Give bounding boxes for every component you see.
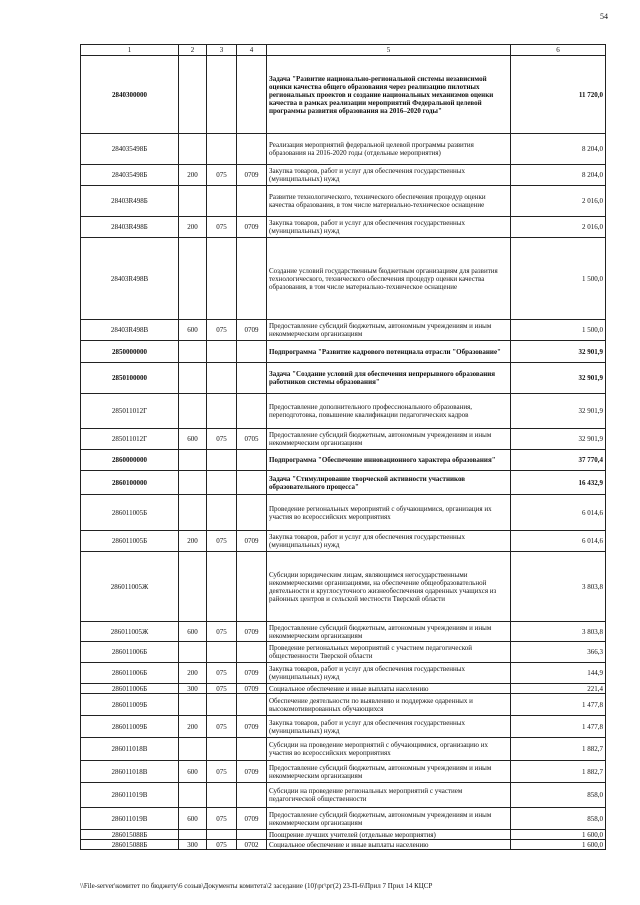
cell-vr: 300 (179, 840, 207, 850)
cell-code: 286011018В (81, 761, 179, 783)
cell-name: Предоставление субсидий бюджетным, автономным учреждениям и иным некоммерческим организациям (267, 761, 511, 783)
cell-rz: 075 (207, 622, 237, 642)
cell-amount: 3 803,8 (511, 622, 606, 642)
cell-name: Социальное обеспечение и иные выплаты населению (267, 840, 511, 850)
cell-code: 285011012Г (81, 429, 179, 450)
cell-name: Проведение региональных мероприятий с обучающимися, организация их участия во всероссийских мероприятиях (267, 495, 511, 531)
cell-vr (179, 738, 207, 761)
cell-amount: 858,0 (511, 783, 606, 808)
cell-pr (237, 394, 267, 429)
cell-pr: 0709 (237, 217, 267, 238)
cell-rz (207, 56, 237, 134)
cell-amount: 1 882,7 (511, 738, 606, 761)
table-row (81, 238, 606, 320)
cell-code: 28403R498Б (81, 186, 179, 217)
cell-pr (237, 238, 267, 320)
cell-pr: 0709 (237, 663, 267, 684)
cell-pr (237, 450, 267, 471)
header-cell: 5 (267, 45, 511, 56)
cell-vr: 600 (179, 622, 207, 642)
cell-amount: 1 882,7 (511, 761, 606, 783)
cell-amount: 32 901,9 (511, 394, 606, 429)
cell-rz: 075 (207, 429, 237, 450)
page-number: 54 (600, 12, 608, 21)
cell-rz (207, 783, 237, 808)
table-header-row (81, 45, 606, 56)
cell-code: 2850000000 (81, 341, 179, 363)
cell-amount: 32 901,9 (511, 341, 606, 363)
cell-vr: 200 (179, 531, 207, 552)
cell-amount: 1 477,8 (511, 716, 606, 738)
cell-rz (207, 134, 237, 165)
cell-vr (179, 134, 207, 165)
cell-amount: 858,0 (511, 808, 606, 830)
cell-pr (237, 783, 267, 808)
table-row (81, 186, 606, 217)
table-row (81, 622, 606, 642)
cell-code: 28403R498Б (81, 217, 179, 238)
table-row (81, 531, 606, 552)
table-row (81, 363, 606, 394)
cell-pr: 0709 (237, 716, 267, 738)
cell-rz (207, 642, 237, 663)
cell-amount: 1 600,0 (511, 830, 606, 840)
cell-name: Поощрение лучших учителей (отдельные мероприятия) (267, 830, 511, 840)
cell-pr (237, 134, 267, 165)
cell-code: 286011005Ж (81, 552, 179, 622)
table-row (81, 783, 606, 808)
cell-code: 285011012Г (81, 394, 179, 429)
cell-code: 286011009Б (81, 694, 179, 716)
cell-pr (237, 363, 267, 394)
table-row (81, 450, 606, 471)
cell-amount: 1 600,0 (511, 840, 606, 850)
cell-name: Задача "Стимулирование творческой активности участников образовательного процесса" (267, 471, 511, 495)
table-row (81, 761, 606, 783)
header-cell: 2 (179, 45, 207, 56)
cell-name: Проведение региональных мероприятий с участием педагогической общественности Тверской области (267, 642, 511, 663)
cell-amount: 1 500,0 (511, 320, 606, 341)
cell-code: 2860000000 (81, 450, 179, 471)
table-row (81, 830, 606, 840)
cell-name: Социальное обеспечение и иные выплаты населению (267, 684, 511, 694)
header-cell: 4 (237, 45, 267, 56)
cell-rz (207, 552, 237, 622)
table-row (81, 320, 606, 341)
cell-vr (179, 341, 207, 363)
cell-vr: 600 (179, 808, 207, 830)
cell-name: Предоставление субсидий бюджетным, автономным учреждениям и иным некоммерческим организациям (267, 320, 511, 341)
cell-pr: 0709 (237, 320, 267, 341)
cell-name: Предоставление субсидий бюджетным, автономным учреждениям и иным некоммерческим организациям (267, 622, 511, 642)
cell-code: 28403R498В (81, 320, 179, 341)
header-cell: 6 (511, 45, 606, 56)
table-row (81, 165, 606, 186)
cell-rz (207, 363, 237, 394)
cell-name: Предоставление субсидий бюджетным, автономным учреждениям и иным некоммерческим организациям (267, 429, 511, 450)
table-row (81, 642, 606, 663)
cell-code: 286011006Б (81, 684, 179, 694)
table-row (81, 471, 606, 495)
cell-vr (179, 495, 207, 531)
table-row (81, 808, 606, 830)
cell-pr: 0702 (237, 840, 267, 850)
cell-vr: 200 (179, 217, 207, 238)
cell-code: 286011019В (81, 808, 179, 830)
table-row (81, 716, 606, 738)
cell-vr (179, 642, 207, 663)
cell-rz (207, 694, 237, 716)
table-row (81, 341, 606, 363)
cell-pr: 0709 (237, 622, 267, 642)
cell-rz (207, 471, 237, 495)
cell-vr: 200 (179, 165, 207, 186)
table-row (81, 840, 606, 850)
cell-pr (237, 56, 267, 134)
cell-vr: 300 (179, 684, 207, 694)
cell-vr (179, 471, 207, 495)
cell-name: Реализация мероприятий федеральной целевой программы развития образования на 2016-2020 годы (отдельные мероприятия) (267, 134, 511, 165)
cell-vr: 600 (179, 320, 207, 341)
cell-name: Закупка товаров, работ и услуг для обеспечения государственных (муниципальных) нужд (267, 663, 511, 684)
table-row (81, 738, 606, 761)
cell-vr (179, 238, 207, 320)
cell-name: Развитие технологического, технического обеспечения процедур оценки качества образования, в том числе материально-техническое оснащение (267, 186, 511, 217)
cell-pr: 0709 (237, 165, 267, 186)
cell-code: 286015088Б (81, 830, 179, 840)
cell-pr (237, 738, 267, 761)
cell-code: 28403R498В (81, 238, 179, 320)
cell-name: Задача "Развитие национально-региональной системы независимой оценки качества общего образования через реализацию пилотных региональных проектов и создание национальных механизмов оценки качества в рамках реализации мероприятий Федеральной целевой программы развития образования на 2016–2020 годы" (267, 56, 511, 134)
cell-rz: 075 (207, 165, 237, 186)
cell-rz (207, 238, 237, 320)
cell-name: Подпрограмма "Обеспечение инновационного характера образования" (267, 450, 511, 471)
cell-name: Закупка товаров, работ и услуг для обеспечения государственных (муниципальных) нужд (267, 165, 511, 186)
cell-code: 286011005Б (81, 495, 179, 531)
cell-name: Создание условий государственным бюджетным организациям для развития технологического, технического обеспечения процедур оценки качества образования, в том числе материально-техническое оснащение (267, 238, 511, 320)
cell-vr: 200 (179, 716, 207, 738)
cell-amount: 3 803,8 (511, 552, 606, 622)
cell-vr (179, 830, 207, 840)
table-row (81, 217, 606, 238)
cell-pr (237, 830, 267, 840)
cell-vr: 200 (179, 663, 207, 684)
cell-code: 286011005Б (81, 531, 179, 552)
cell-vr (179, 56, 207, 134)
cell-rz: 075 (207, 840, 237, 850)
cell-vr (179, 694, 207, 716)
cell-pr: 0709 (237, 684, 267, 694)
cell-name: Субсидии юридическим лицам, являющимся негосударственными некоммерческими организациями, на обеспечение общеобразовательной деятельности и круглосуточного жизнеобеспечения одаренных учащихся из районных центров и сельской местности Тверской области (267, 552, 511, 622)
header-cell: 1 (81, 45, 179, 56)
footer-path: \\File-server\комитет по бюджету\6 созыв\Документы комитета\2 заседание (10)\рг\рг(2) 23-П-6\Прил 7 Прил 14 КЦСР (80, 882, 433, 890)
cell-rz: 075 (207, 663, 237, 684)
table-row (81, 552, 606, 622)
cell-amount: 2 016,0 (511, 186, 606, 217)
budget-table (80, 44, 606, 850)
cell-name: Предоставление субсидий бюджетным, автономным учреждениям и иным некоммерческим организациям (267, 808, 511, 830)
cell-code: 286011005Ж (81, 622, 179, 642)
cell-vr (179, 363, 207, 394)
cell-pr (237, 694, 267, 716)
table-row (81, 663, 606, 684)
cell-pr: 0709 (237, 761, 267, 783)
cell-vr (179, 552, 207, 622)
table-row (81, 694, 606, 716)
cell-pr (237, 495, 267, 531)
cell-amount: 6 014,6 (511, 495, 606, 531)
cell-vr: 600 (179, 429, 207, 450)
cell-code: 284035498Б (81, 134, 179, 165)
cell-name: Предоставление дополнительного профессионального образования, переподготовка, повышение квалификации педагогических кадров (267, 394, 511, 429)
cell-pr (237, 642, 267, 663)
cell-amount: 8 204,0 (511, 134, 606, 165)
cell-amount: 8 204,0 (511, 165, 606, 186)
cell-amount: 32 901,9 (511, 429, 606, 450)
cell-pr (237, 186, 267, 217)
cell-pr: 0705 (237, 429, 267, 450)
cell-amount: 366,3 (511, 642, 606, 663)
cell-amount: 1 477,8 (511, 694, 606, 716)
cell-amount: 32 901,9 (511, 363, 606, 394)
cell-code: 2850100000 (81, 363, 179, 394)
cell-vr (179, 186, 207, 217)
cell-amount: 2 016,0 (511, 217, 606, 238)
cell-pr (237, 471, 267, 495)
cell-code: 286011006Б (81, 642, 179, 663)
cell-rz (207, 394, 237, 429)
cell-name: Закупка товаров, работ и услуг для обеспечения государственных (муниципальных) нужд (267, 716, 511, 738)
cell-name: Закупка товаров, работ и услуг для обеспечения государственных (муниципальных) нужд (267, 531, 511, 552)
cell-rz (207, 738, 237, 761)
table-row (81, 56, 606, 134)
cell-rz (207, 186, 237, 217)
header-cell: 3 (207, 45, 237, 56)
cell-amount: 221,4 (511, 684, 606, 694)
cell-rz (207, 495, 237, 531)
cell-code: 286011009Б (81, 716, 179, 738)
cell-name: Субсидии на проведение мероприятий с обучающимися, организацию их участия во всероссийских мероприятиях (267, 738, 511, 761)
cell-vr (179, 783, 207, 808)
table-row (81, 684, 606, 694)
cell-amount: 144,9 (511, 663, 606, 684)
cell-name: Задача "Создание условий для обеспечения непрерывного образования работников системы образования" (267, 363, 511, 394)
cell-rz: 075 (207, 716, 237, 738)
cell-rz: 075 (207, 684, 237, 694)
cell-vr (179, 450, 207, 471)
cell-amount: 11 720,0 (511, 56, 606, 134)
cell-rz: 075 (207, 808, 237, 830)
cell-rz: 075 (207, 531, 237, 552)
cell-code: 2840300000 (81, 56, 179, 134)
table-row (81, 495, 606, 531)
table-row (81, 394, 606, 429)
cell-code: 286011018В (81, 738, 179, 761)
cell-rz: 075 (207, 761, 237, 783)
cell-code: 286011006Б (81, 663, 179, 684)
cell-name: Субсидии на проведение региональных мероприятий с участием педагогической общественности (267, 783, 511, 808)
cell-code: 286011019В (81, 783, 179, 808)
cell-rz (207, 341, 237, 363)
cell-name: Закупка товаров, работ и услуг для обеспечения государственных (муниципальных) нужд (267, 217, 511, 238)
cell-name: Обеспечение деятельности по выявлению и поддержке одаренных и высокомотивированных обучающихся (267, 694, 511, 716)
cell-amount: 16 432,9 (511, 471, 606, 495)
cell-code: 2860100000 (81, 471, 179, 495)
cell-code: 284035498Б (81, 165, 179, 186)
cell-pr (237, 552, 267, 622)
cell-amount: 1 500,0 (511, 238, 606, 320)
cell-code: 286015088Б (81, 840, 179, 850)
table-row (81, 429, 606, 450)
cell-amount: 37 770,4 (511, 450, 606, 471)
cell-pr: 0709 (237, 808, 267, 830)
cell-vr: 600 (179, 761, 207, 783)
cell-name: Подпрограмма "Развитие кадрового потенциала отрасли "Образование" (267, 341, 511, 363)
cell-rz: 075 (207, 217, 237, 238)
cell-rz: 075 (207, 320, 237, 341)
table-row (81, 134, 606, 165)
cell-amount: 6 014,6 (511, 531, 606, 552)
cell-vr (179, 394, 207, 429)
cell-pr: 0709 (237, 531, 267, 552)
cell-rz (207, 450, 237, 471)
cell-rz (207, 830, 237, 840)
cell-pr (237, 341, 267, 363)
